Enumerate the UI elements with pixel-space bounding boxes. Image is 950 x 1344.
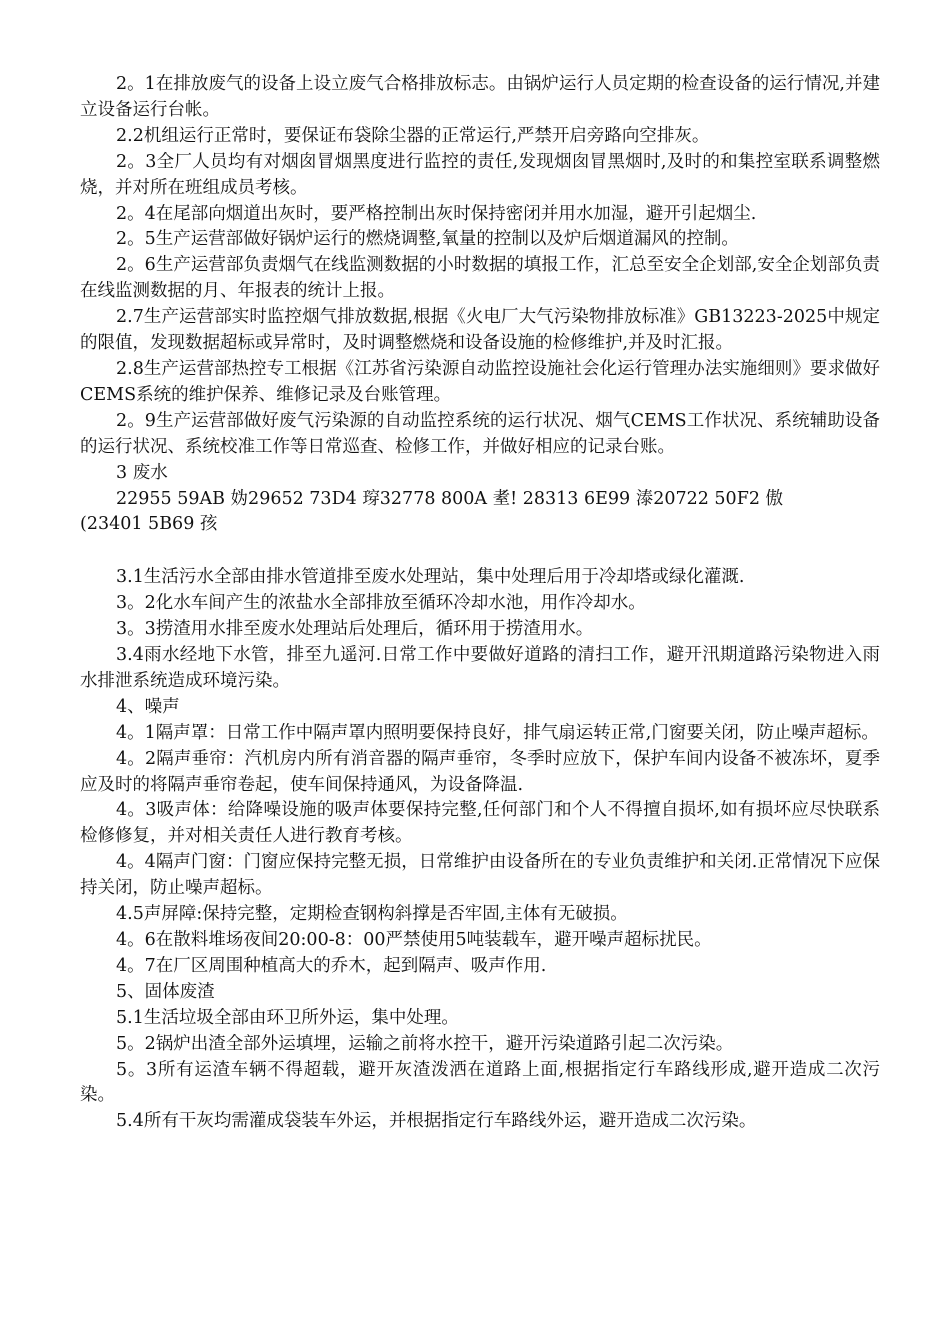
paragraph-4-5: 4.5声屏障:保持完整，定期检查钢构斜撑是否牢固,主体有无破损。 xyxy=(116,904,628,925)
code-line: (23401 5B69 孩 xyxy=(80,514,218,535)
paragraph-2-9: 2。9生产运营部做好废气污染源的自动监控系统的运行状况、烟气CEMS工作状况、系统辅助设备的运行状况、系统校准工作等日常巡查、检修工作，并做好相应的记录台账。 xyxy=(80,410,880,457)
paragraph-2-4: 2。4在尾部向烟道出灰时，要严格控制出灰时保持密闭并用水加湿，避开引起烟尘. xyxy=(116,203,757,224)
paragraph-4-2: 4。2隔声垂帘：汽机房内所有消音器的隔声垂帘，冬季时应放下，保护车间内设备不被冻坏，夏季应及时的将隔声垂帘卷起，使车间保持通风，为设备降温. xyxy=(80,748,880,795)
paragraph-4-1: 4。1隔声罩：日常工作中隔声罩内照明要保持良好，排气扇运转正常,门窗要关闭，防止噪声超标。 xyxy=(116,722,879,743)
paragraph-2-2: 2.2机组运行正常时，要保证布袋除尘器的正常运行,严禁开启旁路向空排灰。 xyxy=(116,125,710,146)
paragraph-2-7: 2.7生产运营部实时监控烟气排放数据,根据《火电厂大气污染物排放标准》GB13223-2025中规定的限值，发现数据超标或异常时，及时调整燃烧和设备设施的检修维护,并及时汇报。 xyxy=(80,307,880,354)
paragraph-3-2: 3。2化水车间产生的浓盐水全部排放至循环冷却水池，用作冷却水。 xyxy=(116,593,646,614)
paragraph-2-5: 2。5生产运营部做好锅炉运行的燃烧调整,氧量的控制以及炉后烟道漏风的控制。 xyxy=(116,229,739,250)
paragraph-5-2: 5。2锅炉出渣全部外运填埋，运输之前将水控干，避开污染道路引起二次污染。 xyxy=(116,1033,734,1054)
section-heading-noise: 4、噪声 xyxy=(116,696,180,717)
paragraph-3-3: 3。3捞渣用水排至废水处理站后处理后，循环用于捞渣用水。 xyxy=(116,619,594,640)
character-code-block xyxy=(80,487,880,539)
paragraph-4-6: 4。6在散料堆场夜间20:00-8：00严禁使用5吨装载车，避开噪声超标扰民。 xyxy=(116,930,712,950)
paragraph-2-1: 2。1在排放废气的设备上设立废气合格排放标志。由锅炉运行人员定期的检查设备的运行情况,并建立设备运行台帐。 xyxy=(80,74,880,120)
paragraph-2-3: 2。3全厂人员均有对烟囱冒烟黑度进行监控的责任,发现烟囱冒黑烟时,及时的和集控室联系调整燃烧，并对所在班组成员考核。 xyxy=(80,151,880,198)
paragraph-3-1: 3.1生活污水全部由排水管道排至废水处理站，集中处理后用于冷却塔或绿化灌溉. xyxy=(116,567,745,588)
paragraph-5-1: 5.1生活垃圾全部由环卫所外运，集中处理。 xyxy=(116,1007,459,1028)
paragraph-4-4: 4。4隔声门窗：门窗应保持完整无损，日常维护由设备所在的专业负责维护和关闭.正常情况下应保持关闭，防止噪声超标。 xyxy=(80,852,880,899)
section-heading-solid-waste: 5、固体废渣 xyxy=(116,981,215,1002)
paragraph-4-3: 4。3吸声体：给降噪设施的吸声体要保持完整,任何部门和个人不得擅自损坏,如有损坏应尽快联系检修修复，并对相关责任人进行教育考核。 xyxy=(80,800,880,847)
paragraph-3-4: 3.4雨水经地下水管，排至九遥河.日常工作中要做好道路的清扫工作，避开汛期道路污染物进入雨水排泄系统造成环境污染。 xyxy=(80,645,880,691)
paragraph-4-7: 4。7在厂区周围种植高大的乔木，起到隔声、吸声作用. xyxy=(116,955,547,976)
paragraph-2-8: 2.8生产运营部热控专工根据《江苏省污染源自动监控设施社会化运行管理办法实施细则》要求做好CEMS系统的维护保养、维修记录及台账管理。 xyxy=(80,358,880,405)
paragraph-2-6: 2。6生产运营部负责烟气在线监测数据的小时数据的填报工作，汇总至安全企划部,安全企划部负责在线监测数据的月、年报表的统计上报。 xyxy=(80,255,880,302)
paragraph-5-4: 5.4所有干灰均需灌成袋装车外运，并根据指定行车路线外运，避开造成二次污染。 xyxy=(116,1111,757,1132)
paragraph-5-3: 5。3所有运渣车辆不得超载，避开灰渣泼洒在道路上面,根据指定行车路线形成,避开造成二次污染。 xyxy=(80,1059,880,1106)
section-heading-wastewater: 3 废水 xyxy=(116,462,168,483)
code-line: 22955 59AB 妫29652 73D4 瑏32778 800A 耊! 28313 6E99 溙20722 50F2 傲 xyxy=(116,488,784,509)
